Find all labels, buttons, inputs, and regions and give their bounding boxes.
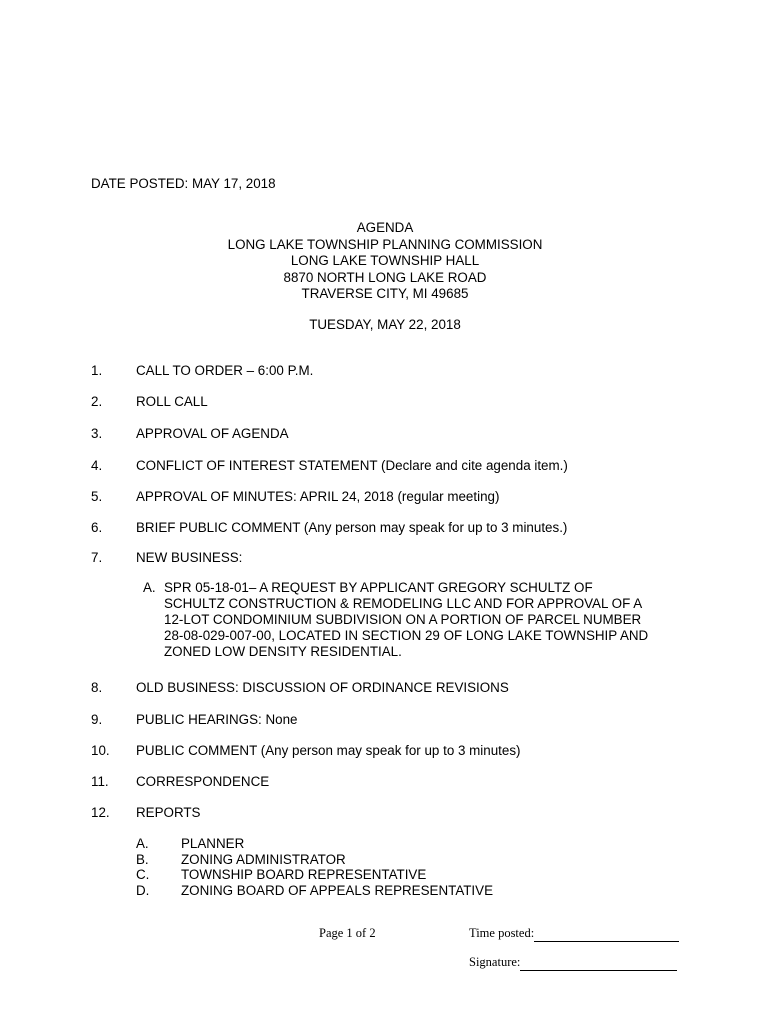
item-number: 11.	[91, 774, 109, 789]
item-text: CONFLICT OF INTEREST STATEMENT (Declare and cite agenda item.)	[136, 458, 568, 473]
item-number: 2.	[91, 394, 103, 409]
time-posted-label: Time posted:	[469, 926, 535, 940]
item-text: BRIEF PUBLIC COMMENT (Any person may speak for up to 3 minutes.)	[136, 520, 568, 535]
subitem-line: 28-08-029-007-00, LOCATED IN SECTION 29 OF LONG LAKE TOWNSHIP AND	[164, 628, 649, 644]
item-text: NEW BUSINESS:	[136, 550, 243, 565]
report-letter: C.	[136, 867, 150, 883]
item-number: 10.	[91, 743, 110, 758]
report-letter: B.	[136, 851, 149, 867]
item-number: 8.	[91, 680, 103, 695]
item-number: 4.	[91, 458, 103, 473]
report-text: ZONING ADMINISTRATOR	[181, 851, 346, 867]
street-address: 8870 NORTH LONG LAKE ROAD	[283, 269, 487, 285]
meeting-location: LONG LAKE TOWNSHIP HALL	[290, 253, 480, 268]
item-text: CALL TO ORDER – 6:00 P.M.	[136, 363, 314, 378]
item-text: APPROVAL OF MINUTES: APRIL 24, 2018 (regular meeting)	[136, 489, 500, 504]
agenda-title: AGENDA	[356, 220, 414, 235]
report-text: ZONING BOARD OF APPEALS REPRESENTATIVE	[181, 882, 494, 898]
subitem-letter: A.	[143, 580, 156, 595]
item-number: 5.	[91, 489, 103, 504]
subitem-line: SPR 05-18-01– A REQUEST BY APPLICANT GREGORY SCHULTZ OF	[164, 580, 593, 595]
item-number: 6.	[91, 520, 103, 535]
meeting-date: TUESDAY, MAY 22, 2018	[309, 316, 461, 332]
item-text: OLD BUSINESS: DISCUSSION OF ORDINANCE REVISIONS	[136, 680, 509, 695]
organization-name: LONG LAKE TOWNSHIP PLANNING COMMISSION	[227, 236, 543, 252]
subitem-line: ZONED LOW DENSITY RESIDENTIAL.	[164, 644, 402, 660]
item-number: 3.	[91, 426, 103, 441]
report-text: TOWNSHIP BOARD REPRESENTATIVE	[181, 867, 427, 883]
item-text: ROLL CALL	[136, 394, 208, 409]
item-number: 9.	[91, 712, 103, 727]
time-posted-line[interactable]	[534, 926, 679, 942]
date-posted: DATE POSTED: MAY 17, 2018	[91, 176, 276, 191]
report-text: PLANNER	[181, 836, 245, 851]
city-state-zip: TRAVERSE CITY, MI 49685	[301, 286, 469, 301]
time-posted-field	[469, 926, 679, 942]
item-text: PUBLIC COMMENT (Any person may speak for up to 3 minutes)	[136, 743, 521, 758]
signature-label: Signature:	[469, 955, 521, 969]
item-number: 7.	[91, 550, 103, 565]
page-number: Page 1 of 2	[319, 926, 376, 940]
item-text: REPORTS	[136, 805, 201, 820]
item-number: 1.	[91, 363, 103, 378]
subitem-body	[164, 580, 648, 660]
item-text: APPROVAL OF AGENDA	[136, 426, 289, 441]
item-text: PUBLIC HEARINGS: None	[136, 712, 298, 727]
signature-line[interactable]	[520, 955, 677, 971]
subitem-line: 12-LOT CONDOMINIUM SUBDIVISION ON A PORTION OF PARCEL NUMBER	[164, 612, 642, 628]
item-number: 12.	[91, 805, 110, 820]
report-letter: A.	[136, 836, 149, 851]
subitem-line: SCHULTZ CONSTRUCTION & REMODELING LLC AND FOR APPROVAL OF A	[164, 596, 643, 612]
item-text: CORRESPONDENCE	[136, 774, 270, 789]
agenda-header	[0, 220, 770, 333]
signature-field	[469, 955, 677, 971]
report-letter: D.	[136, 882, 150, 898]
